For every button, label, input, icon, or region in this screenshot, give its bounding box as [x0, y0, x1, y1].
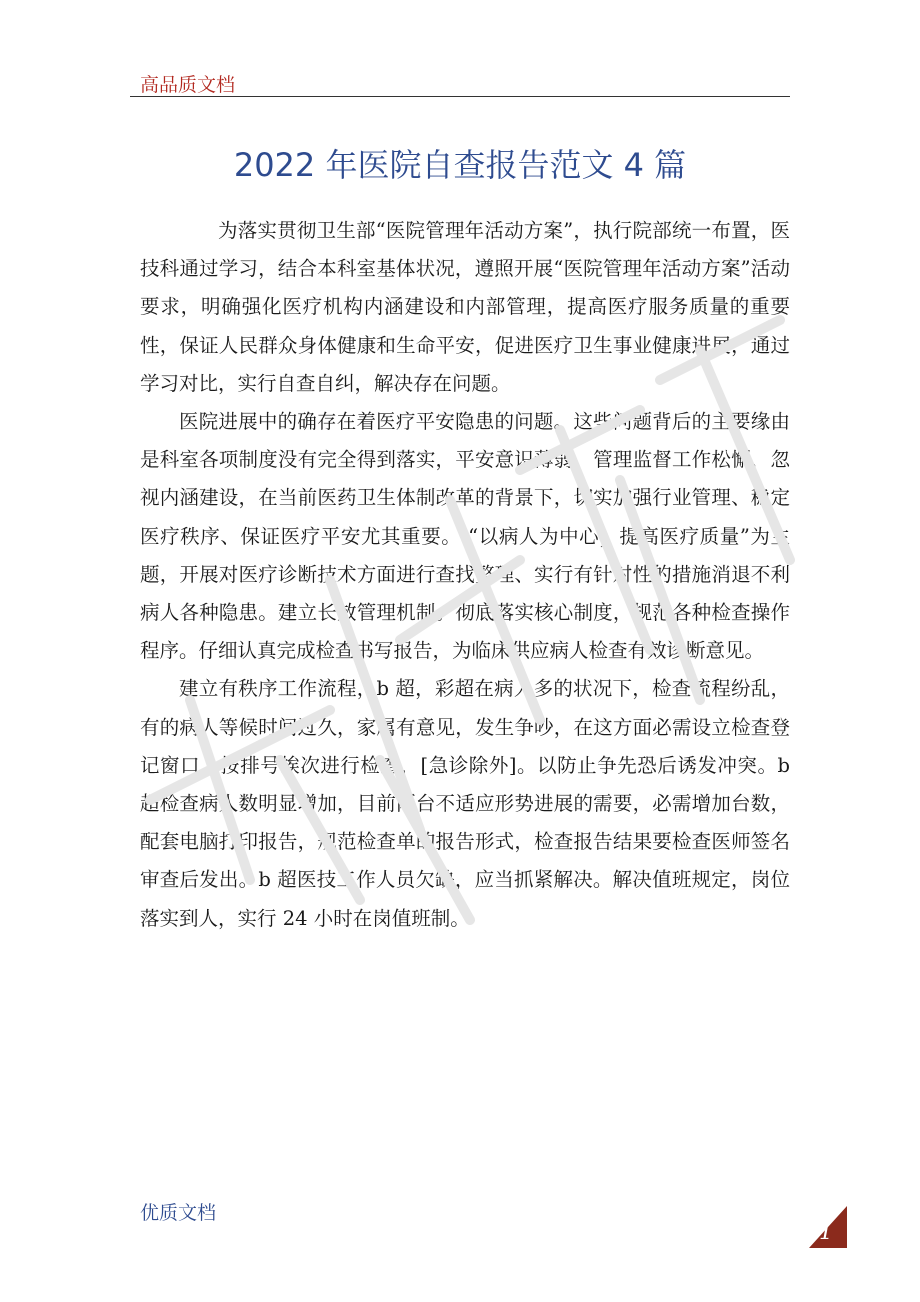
paragraph-2: 医院进展中的确存在着医疗平安隐患的问题。这些问题背后的主要缘由是科室各项制度没有完全得到落实，平安意识薄弱，管理监督工作松懈，忽视内涵建设，在当前医药卫生体制改革的背景下，切实加强行业管理、稳定医疗秩序、保证医疗平安尤其重要。 “以病人为中心，提高医疗质量”为主题，开展对医疗诊断技术方面进行查找整理、实行有针对性的措施消退不利病人各种隐患。建立长效管理机制。彻底落实核心制度，规范各种检查操作程序。仔细认真完成检查书写报告，为临床供应病人检查有效诊断意见。	[140, 410, 790, 663]
page-number: 1	[819, 1220, 833, 1245]
header-label: 高品质文档	[140, 74, 236, 96]
paragraph-1: 为落实贯彻卫生部“医院管理年活动方案”，执行院部统一布置，医技科通过学习，结合本科室基体状况，遵照开展“医院管理年活动方案”活动要求，明确强化医疗机构内涵建设和内部管理，提高医疗服务质量的重要性，保证人民群众身体健康和生命平安，促进医疗卫生事业健康进展，通过学习对比，实行自查自纠，解决存在问题。	[140, 219, 790, 395]
footer-label: 优质文档	[140, 1202, 217, 1224]
document-body	[140, 212, 790, 938]
document-title: 2022 年医院自查报告范文 4 篇	[233, 146, 687, 184]
header-divider	[130, 96, 790, 97]
paragraph-3: 建立有秩序工作流程，b 超，彩超在病人多的状况下，检查流程纷乱，有的病人等候时间过久，家属有意见，发生争吵，在这方面必需设立检查登记窗口，按排号挨次进行检查，[急诊除外]。以防止争先恐后诱发冲突。b 超检查病人数明显增加，目前两台不适应形势进展的需要，必需增加台数，配套电脑打印报告，规范检查单的报告形式，检查报告结果要检查医师签名审查后发出。b 超医技工作人员欠缺，应当抓紧解决。解决值班规定，岗位落实到人，实行 24 小时在岗值班制。	[140, 677, 790, 930]
